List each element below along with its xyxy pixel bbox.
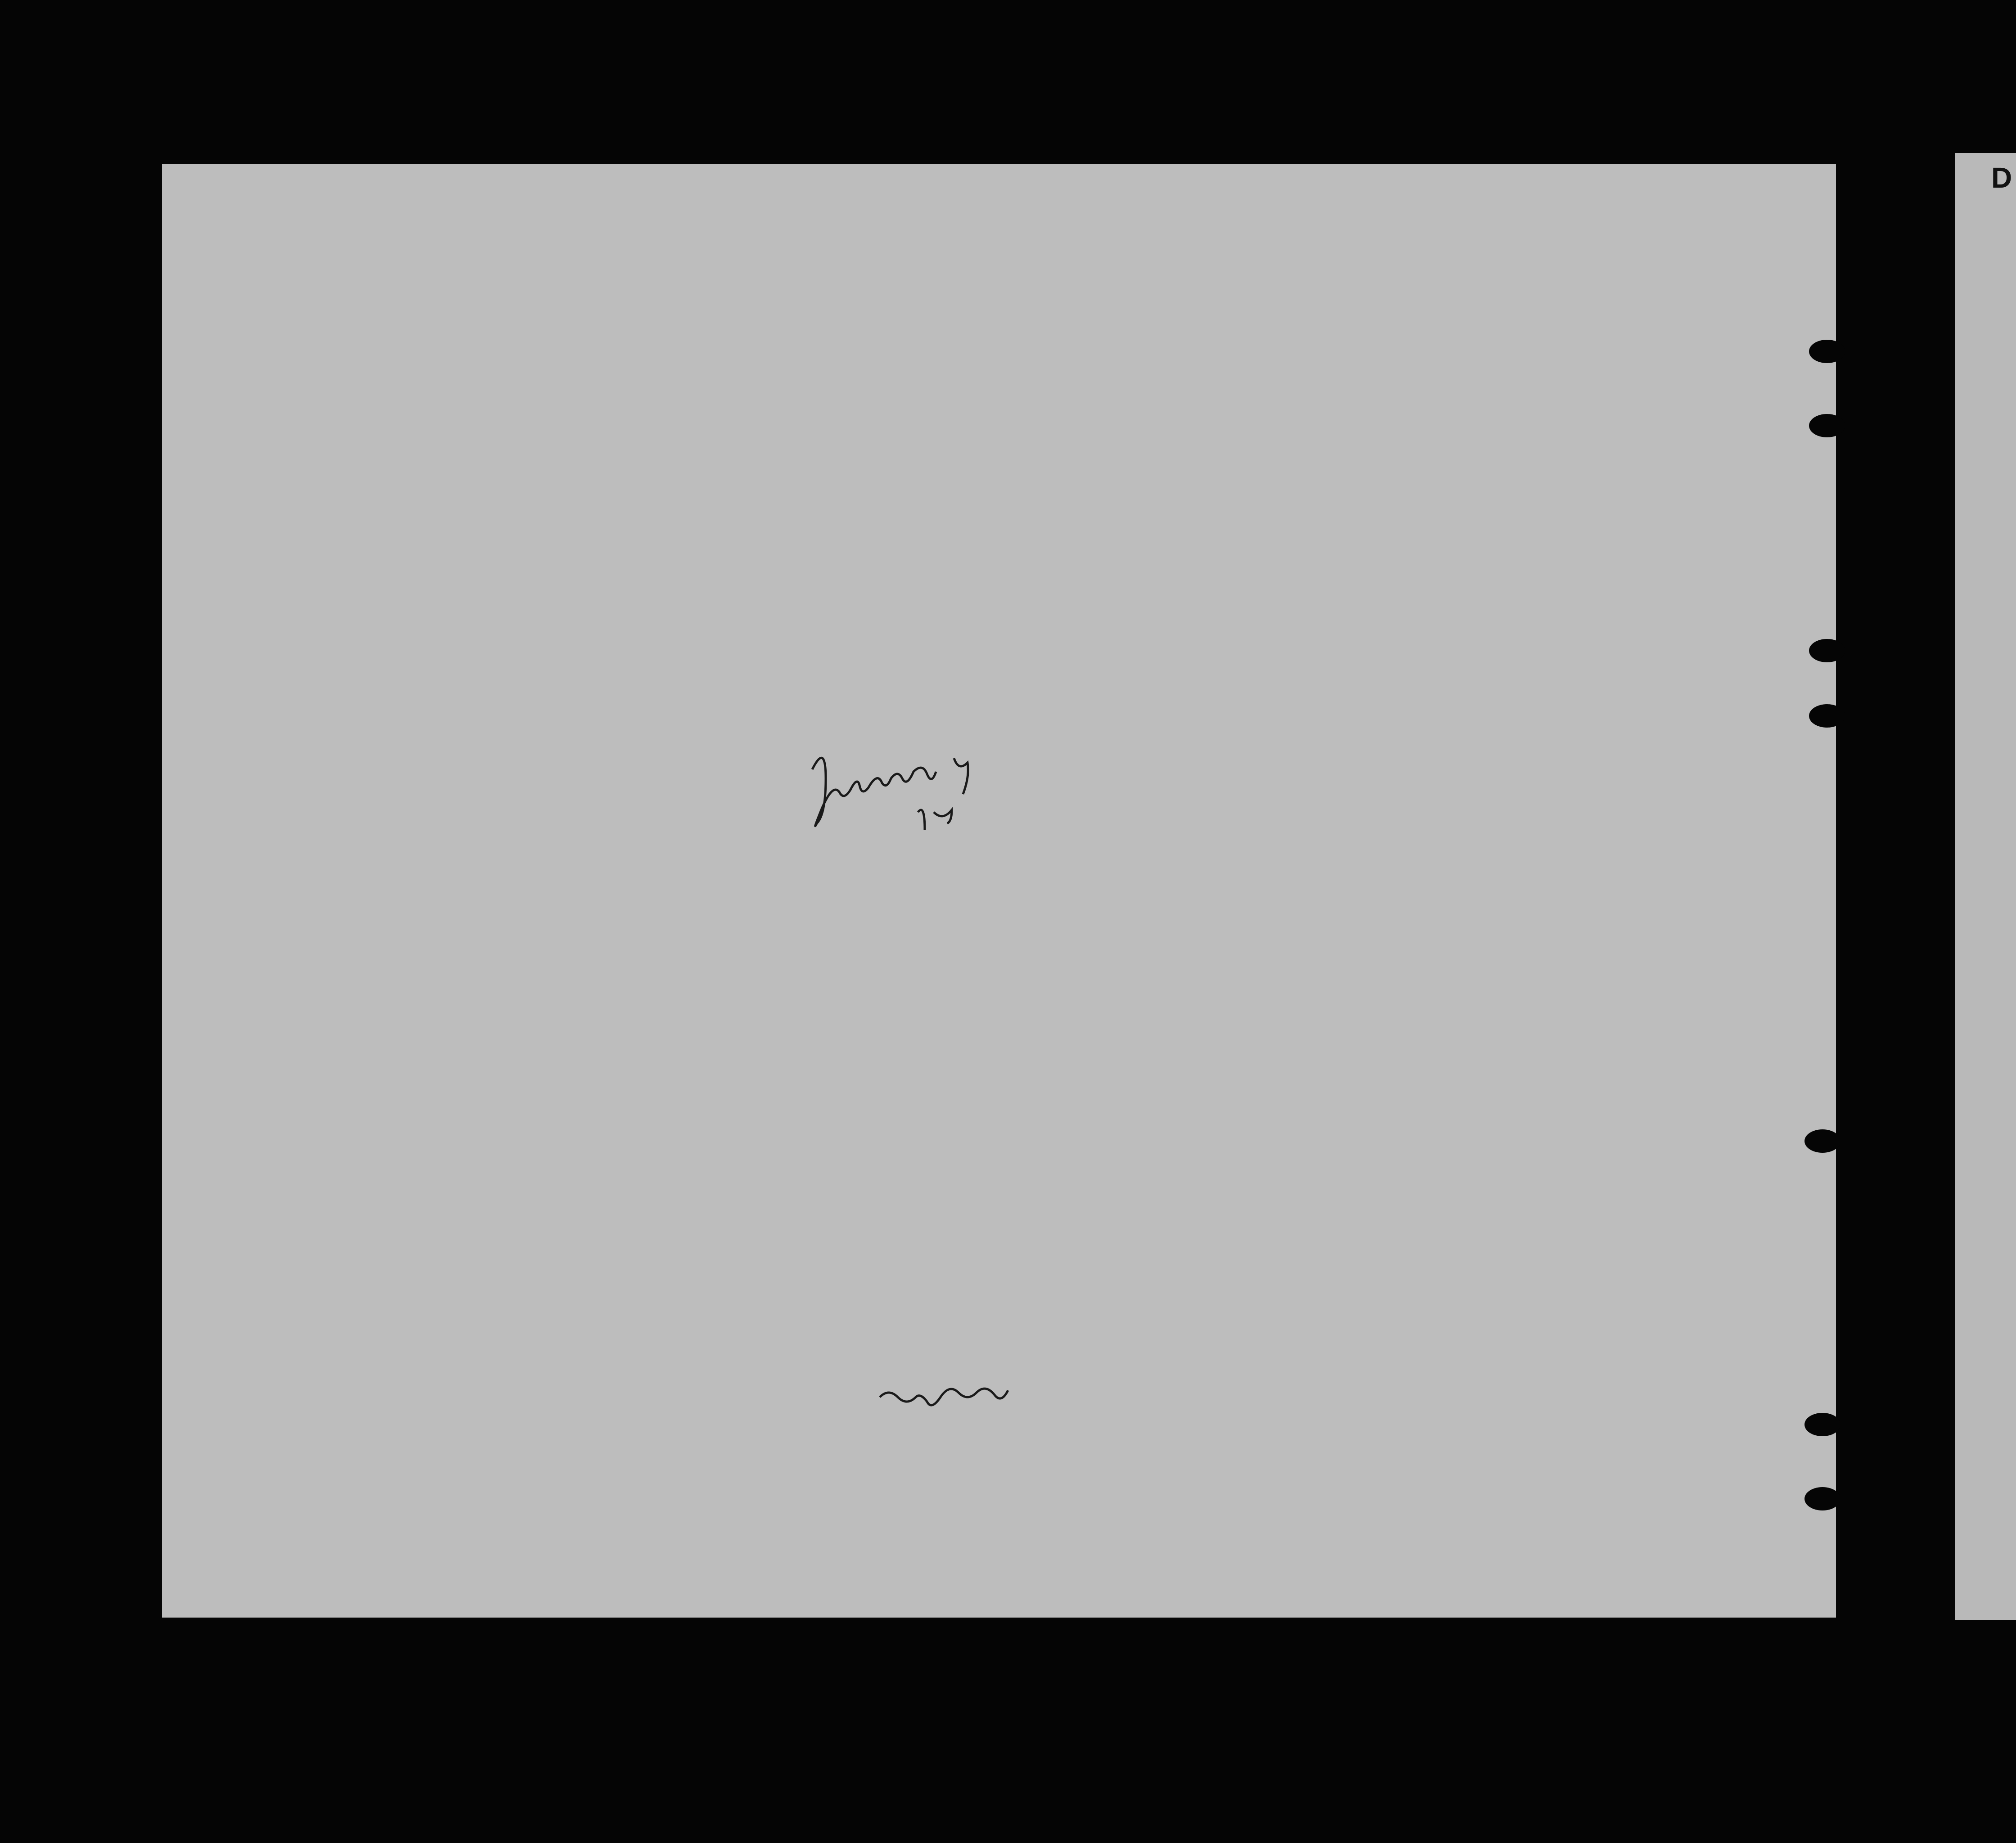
binder-hole <box>1809 704 1845 728</box>
header-married <box>670 407 692 479</box>
binder-hole <box>1804 1413 1840 1436</box>
manifest-sheet <box>162 164 1836 1618</box>
form-grid <box>162 164 1836 1618</box>
binder-hole <box>1804 1487 1840 1510</box>
binder-hole <box>1809 639 1845 662</box>
binder-hole <box>1804 1129 1840 1153</box>
adjacent-sheet-edge: D <box>1955 153 2016 1620</box>
binder-hole <box>1809 414 1845 437</box>
binder-hole <box>1809 340 1845 363</box>
